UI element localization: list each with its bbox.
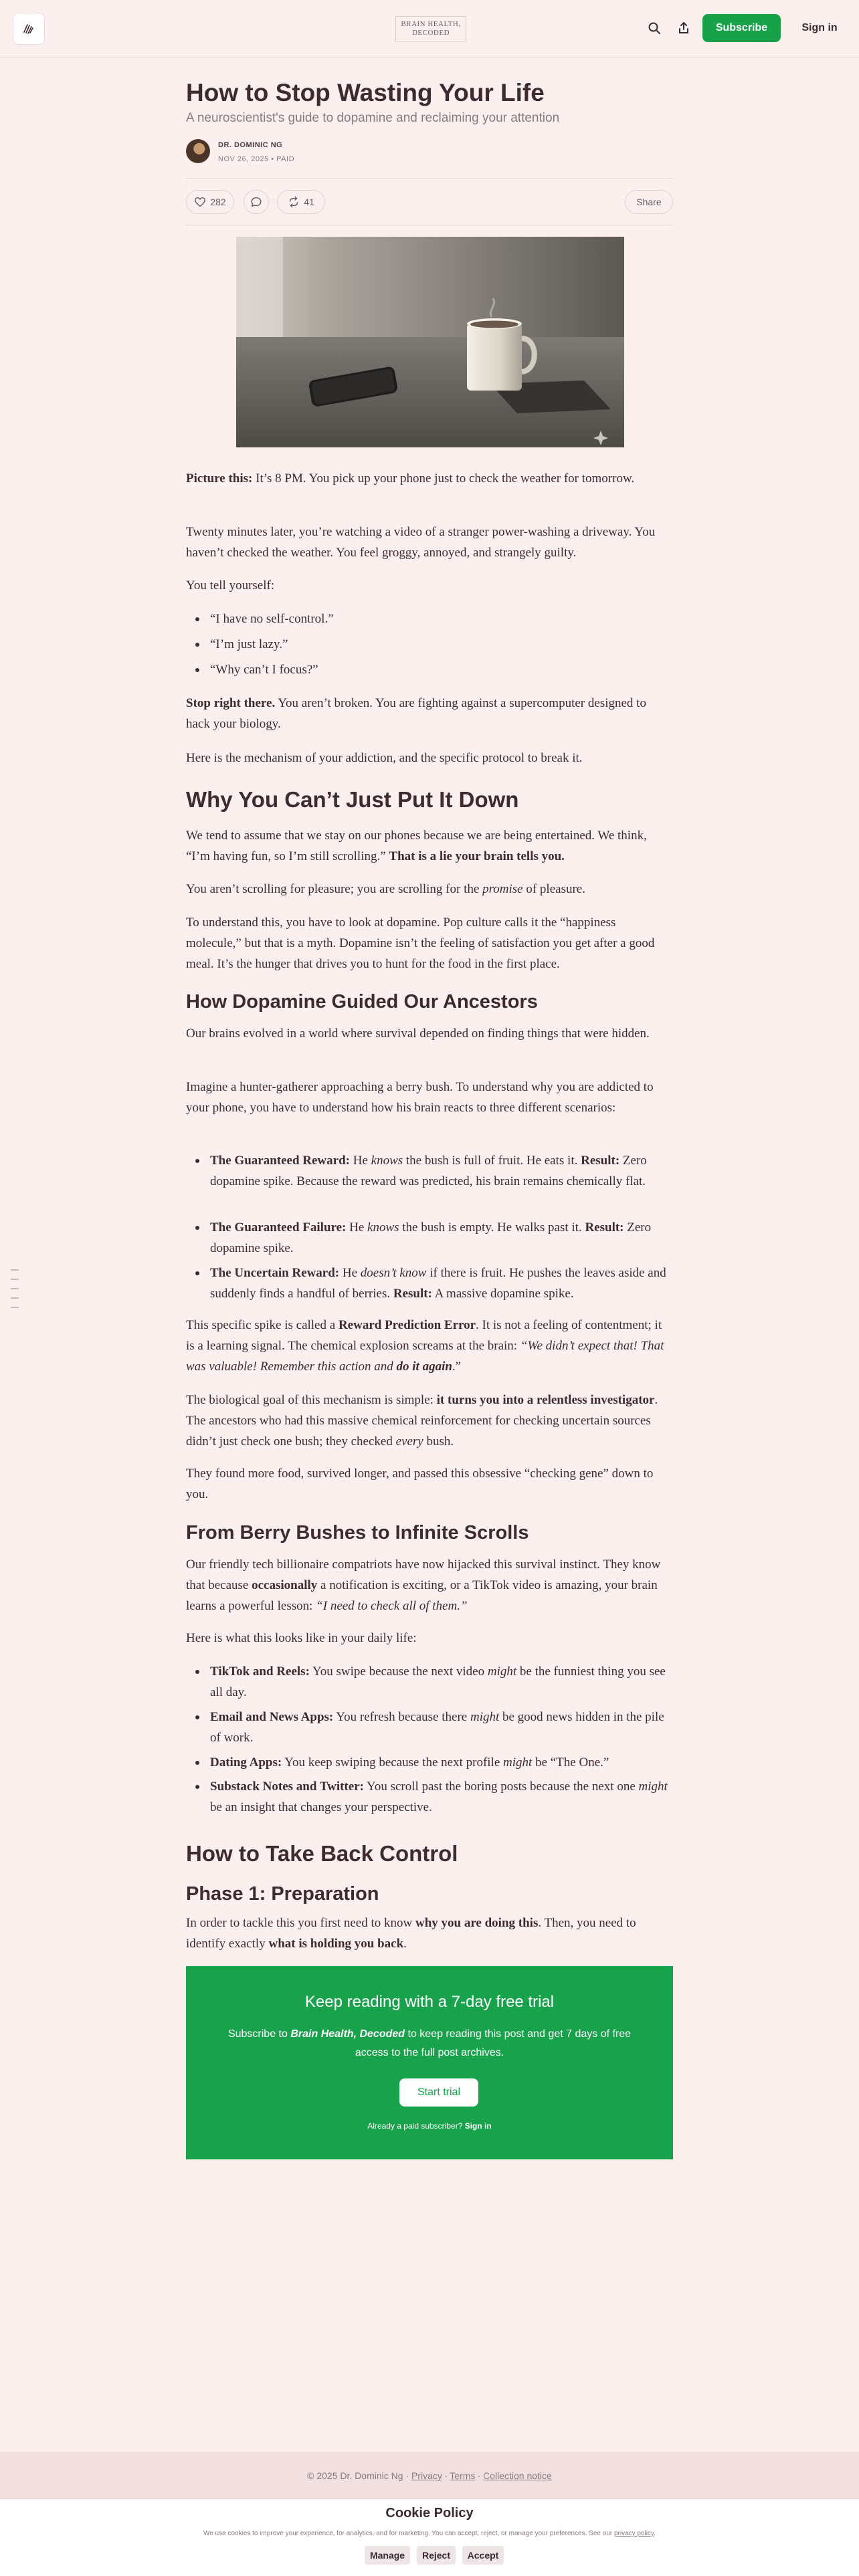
- text: He: [349, 1154, 371, 1168]
- paragraph: [186, 693, 673, 734]
- text: Zero dopamine spike. Because the reward was predicted, his brain remains chemically flat.: [210, 1154, 647, 1188]
- bold-text: occasionally: [252, 1578, 318, 1592]
- bold-text: Dating Apps:: [210, 1755, 282, 1769]
- text: A massive dopamine spike.: [432, 1287, 574, 1301]
- separator: ∙: [442, 2470, 450, 2481]
- author-name[interactable]: DR. DOMINIC NG: [218, 141, 283, 149]
- text: be “The One.”: [532, 1755, 609, 1769]
- bold-text: The Guaranteed Failure:: [210, 1220, 347, 1235]
- section-heading: How Dopamine Guided Our Ancestors: [186, 991, 538, 1012]
- wordmark-line-1: BRAIN HEALTH,: [401, 20, 461, 28]
- italic-text: doesn’t know: [360, 1266, 427, 1280]
- paragraph: [186, 468, 673, 489]
- subscribe-button[interactable]: Subscribe: [702, 14, 781, 42]
- paragraph: Here is what this looks like in your daily life:: [186, 1631, 417, 1645]
- italic-text: might: [487, 1665, 517, 1679]
- sign-in-button[interactable]: Sign in: [793, 14, 846, 42]
- text: You keep swiping because the next profile: [282, 1755, 504, 1769]
- footer: [0, 2452, 859, 2498]
- text: You refresh because there: [333, 1710, 470, 1724]
- italic-text: might: [638, 1780, 668, 1794]
- text: Subscribe to: [227, 2028, 291, 2040]
- text: be good news hidden in the pile of work.: [210, 1710, 664, 1745]
- italic-text: “We didn’t expect that! That was valuable! Remember this action and: [186, 1339, 664, 1374]
- list-item: “I have no self-control.”: [210, 609, 673, 629]
- text: . It is not a feeling of contentment; it is a learning signal. The chemical explosion screams at the brain:: [186, 1318, 662, 1353]
- collection-notice-link[interactable]: Collection notice: [483, 2470, 552, 2481]
- publication-logo[interactable]: [13, 13, 44, 44]
- text: the bush is empty. He walks past it.: [399, 1220, 585, 1235]
- like-button[interactable]: [186, 190, 234, 214]
- text: be the funniest thing you see all day.: [210, 1665, 666, 1699]
- bold-italic-text: do it again: [396, 1360, 452, 1374]
- bold-text: TikTok and Reels:: [210, 1665, 310, 1679]
- list-item: [210, 1150, 673, 1192]
- list-item: [210, 1661, 673, 1703]
- text: . The ancestors who had this massive chemical reinforcement for checking uncertain sources didn’t just check one bush; they checked: [186, 1393, 658, 1448]
- paragraph: Here is the mechanism of your addiction, and the specific protocol to break it.: [186, 751, 583, 765]
- share-button[interactable]: [625, 190, 673, 214]
- paragraph: Our brains evolved in a world where survival depended on finding things that were hidden.: [186, 1027, 650, 1041]
- paragraph: [186, 1554, 673, 1616]
- text: You swipe because the next video: [309, 1665, 488, 1679]
- text: You aren’t broken. You are fighting against a supercomputer designed to hack your biology.: [186, 696, 646, 731]
- bold-text: Substack Notes and Twitter:: [210, 1780, 364, 1794]
- list-item: “Why can’t I focus?”: [210, 659, 673, 680]
- toc-marker[interactable]: [11, 1288, 19, 1289]
- text: to keep reading this post and get 7 days of free access to the full post archives.: [355, 2028, 632, 2058]
- text: In order to tackle this you first need to know: [186, 1916, 415, 1930]
- list-item: [210, 1707, 673, 1748]
- terms-link[interactable]: Terms: [450, 2470, 476, 2481]
- bold-text: why you are doing this: [415, 1916, 539, 1930]
- text: This specific spike is called a: [186, 1318, 339, 1332]
- section-heading: Why You Can’t Just Put It Down: [186, 787, 519, 812]
- comment-icon: [250, 196, 262, 208]
- bold-text: Reward Prediction Error: [338, 1318, 476, 1332]
- cookie-title: Cookie Policy: [385, 2506, 474, 2520]
- share-label: Share: [636, 197, 662, 207]
- heart-icon: [194, 196, 206, 208]
- post-subtitle: A neuroscientist's guide to dopamine and reclaiming your attention: [186, 111, 560, 125]
- wordmark-line-2: DECODED: [411, 29, 450, 37]
- toc-marker[interactable]: [11, 1279, 19, 1280]
- paragraph: [186, 879, 673, 899]
- text: Zero dopamine spike.: [210, 1220, 652, 1255]
- sub-heading: Phase 1: Preparation: [186, 1883, 379, 1905]
- manage-cookies-button[interactable]: Manage: [365, 2546, 410, 2565]
- reject-cookies-button[interactable]: Reject: [417, 2546, 456, 2565]
- italic-text: might: [503, 1755, 533, 1769]
- publication-name: Brain Health, Decoded: [290, 2028, 405, 2040]
- bold-text: Email and News Apps:: [210, 1710, 334, 1724]
- toc-marker[interactable]: [11, 1307, 19, 1308]
- text: You scroll past the boring posts because the next one: [363, 1780, 639, 1794]
- paragraph: [186, 1913, 673, 1954]
- italic-text: knows: [367, 1220, 399, 1235]
- start-trial-button[interactable]: Start trial: [399, 2078, 478, 2107]
- list-item: [210, 1752, 673, 1773]
- italic-text: every: [395, 1434, 423, 1448]
- list-item: [210, 1217, 673, 1259]
- text: the bush is full of fruit. He eats it.: [403, 1154, 581, 1168]
- accept-cookies-button[interactable]: Accept: [462, 2546, 504, 2565]
- privacy-policy-link[interactable]: privacy policy: [613, 2530, 654, 2537]
- comment-button[interactable]: [244, 190, 269, 214]
- paragraph: Twenty minutes later, you’re watching a video of a stranger power-washing a driveway. You haven’t checked the weather. You feel groggy, annoyed, and strangely guilty.: [186, 525, 656, 560]
- post-meta: NOV 26, 2025 • PAID: [218, 155, 295, 163]
- paywall-cta: [186, 1966, 673, 2159]
- paragraph: [186, 825, 673, 867]
- hero-image[interactable]: [236, 237, 624, 447]
- avatar[interactable]: [186, 139, 210, 163]
- section-heading: From Berry Bushes to Infinite Scrolls: [186, 1522, 529, 1543]
- italic-text: might: [470, 1710, 500, 1724]
- restack-count: 41: [304, 197, 314, 207]
- text: bush.: [423, 1434, 454, 1448]
- text: You aren’t scrolling for pleasure; you are scrolling for the: [186, 882, 483, 896]
- bold-text: The Uncertain Reward:: [210, 1266, 340, 1280]
- text: It’s 8 PM. You pick up your phone just to check the weather for tomorrow.: [252, 471, 635, 486]
- text: of pleasure.: [522, 882, 585, 896]
- brain-scribble-icon: [21, 21, 36, 36]
- toc-marker[interactable]: [11, 1269, 19, 1271]
- bold-text: Stop right there.: [186, 696, 276, 710]
- paragraph: [186, 1315, 673, 1377]
- cookie-text: [0, 2530, 859, 2537]
- text: Our friendly tech billionaire compatriots have now hijacked this survival instinct. They know that because: [186, 1558, 661, 1592]
- cta-sign-in-link[interactable]: Sign in: [464, 2121, 492, 2131]
- share-upload-icon[interactable]: [674, 19, 693, 37]
- list-item: [210, 1263, 673, 1304]
- like-count: 282: [210, 197, 226, 207]
- bold-text: what is holding you back: [268, 1937, 404, 1951]
- text: .: [654, 2530, 656, 2537]
- text: The biological goal of this mechanism is simple:: [186, 1393, 437, 1407]
- restack-icon: [288, 196, 300, 208]
- italic-text: promise: [482, 882, 523, 896]
- list-item: “I’m just lazy.”: [210, 634, 673, 655]
- italic-text: knows: [371, 1154, 403, 1168]
- separator: ∙: [475, 2470, 484, 2481]
- cookie-banner: [0, 2498, 859, 2576]
- bold-text: The Guaranteed Reward:: [210, 1154, 350, 1168]
- bold-text: Result:: [585, 1220, 624, 1235]
- bold-text: That is a lie your brain tells you.: [389, 849, 565, 863]
- restack-button[interactable]: [277, 190, 325, 214]
- privacy-link[interactable]: Privacy: [411, 2470, 442, 2481]
- text: Already a paid subscriber?: [367, 2121, 465, 2131]
- text: . Then, you need to identify exactly: [186, 1916, 636, 1951]
- cta-title: Keep reading with a 7-day free trial: [304, 1993, 555, 2011]
- cta-text: [213, 2025, 646, 2062]
- search-icon[interactable]: [645, 19, 664, 37]
- toc-marker[interactable]: [11, 1297, 19, 1299]
- bold-text: Result:: [581, 1154, 620, 1168]
- text: be an insight that changes your perspective.: [210, 1800, 432, 1814]
- italic-text: “I need to check all of them.”: [316, 1599, 468, 1613]
- text: a notification is exciting, or a TikTok video is amazing, your brain learns a powerful lesson:: [186, 1578, 658, 1613]
- text: He: [339, 1266, 361, 1280]
- text: We use cookies to improve your experience, for analytics, and for marketing. You can accept, reject, or manage your preferences. See our: [203, 2530, 614, 2537]
- paragraph: To understand this, you have to look at dopamine. Pop culture calls it the “happiness molecule,” but that is a myth. Dopamine isn’t the feeling of satisfaction you get after a good meal. It’s the hunger that drives you to hunt for the food in the first place.: [186, 916, 655, 971]
- bold-text: it turns you into a relentless investigator: [436, 1393, 655, 1407]
- paragraph: Imagine a hunter-gatherer approaching a berry bush. To understand why you are addicted to your phone, you have to understand how his brain reacts to three different scenarios:: [186, 1080, 654, 1115]
- bold-text: Result:: [393, 1287, 432, 1301]
- section-heading: How to Take Back Control: [186, 1841, 458, 1866]
- divider: [186, 178, 673, 179]
- publication-wordmark[interactable]: [395, 16, 466, 41]
- copyright: © 2025 Dr. Dominic Ng ·: [307, 2470, 411, 2481]
- bold-text: Picture this:: [186, 471, 253, 486]
- list-item: [210, 1776, 673, 1818]
- text: .”: [452, 1360, 462, 1374]
- paragraph: You tell yourself:: [186, 578, 275, 593]
- text: We tend to assume that we stay on our phones because we are being entertained. We think, “I’m having fun, so I’m still scrolling.”: [186, 829, 647, 863]
- cta-signin-line: [186, 2121, 673, 2131]
- paragraph: They found more food, survived longer, and passed this obsessive “checking gene” down to you.: [186, 1467, 654, 1501]
- text: .: [403, 1937, 407, 1951]
- text: if there is fruit. He pushes the leaves aside and suddenly finds a handful of berries.: [210, 1266, 666, 1301]
- post-title: How to Stop Wasting Your Life: [186, 79, 545, 106]
- top-bar: [0, 0, 859, 58]
- text: He: [346, 1220, 368, 1235]
- paragraph: [186, 1390, 673, 1452]
